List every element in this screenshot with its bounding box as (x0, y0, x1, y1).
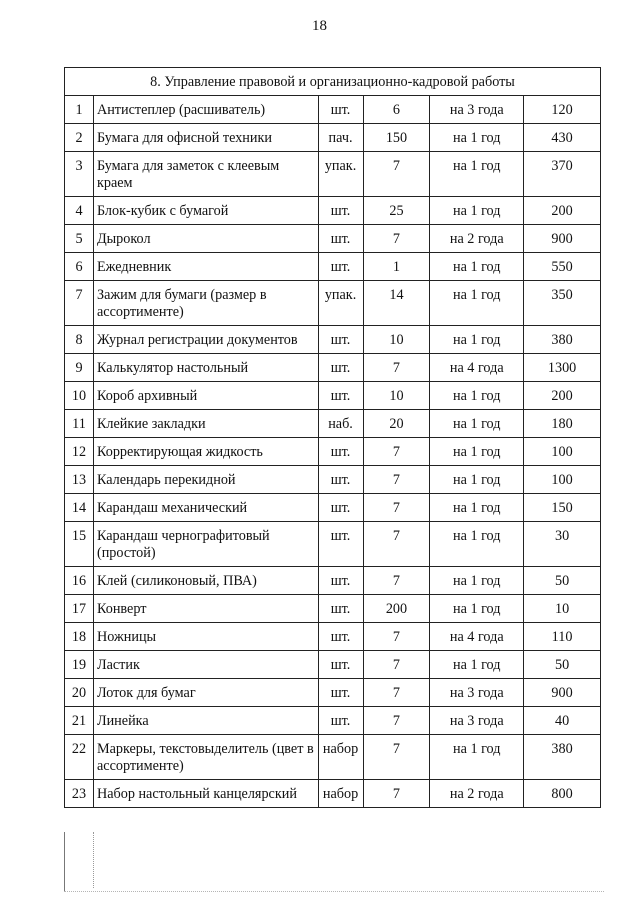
row-number: 7 (65, 281, 94, 326)
item-unit: набор (318, 735, 363, 780)
row-number: 2 (65, 124, 94, 152)
item-quantity: 10 (363, 326, 430, 354)
item-period: на 1 год (430, 152, 524, 197)
item-unit: шт. (318, 651, 363, 679)
table-row (65, 326, 601, 354)
item-unit: шт. (318, 679, 363, 707)
item-name: Бумага для заметок с клеевым краем (93, 152, 318, 197)
row-number: 12 (65, 438, 94, 466)
item-quantity: 14 (363, 281, 430, 326)
item-quantity: 7 (363, 567, 430, 595)
section-title: 8. Управление правовой и организационно-кадровой работы (65, 68, 601, 96)
table-row (65, 623, 601, 651)
row-number: 20 (65, 679, 94, 707)
item-price: 550 (524, 253, 601, 281)
item-period: на 2 года (430, 780, 524, 808)
table-body (65, 68, 601, 808)
table-row (65, 679, 601, 707)
row-number: 5 (65, 225, 94, 253)
row-number: 16 (65, 567, 94, 595)
item-name: Ластик (93, 651, 318, 679)
row-number: 13 (65, 466, 94, 494)
item-unit: шт. (318, 595, 363, 623)
item-quantity: 7 (363, 651, 430, 679)
item-period: на 1 год (430, 253, 524, 281)
item-quantity: 7 (363, 707, 430, 735)
section-header-row (65, 68, 601, 96)
item-quantity: 7 (363, 354, 430, 382)
item-price: 430 (524, 124, 601, 152)
item-period: на 1 год (430, 197, 524, 225)
item-period: на 1 год (430, 522, 524, 567)
item-name: Карандаш механический (93, 494, 318, 522)
row-number: 21 (65, 707, 94, 735)
row-number: 10 (65, 382, 94, 410)
item-name: Блок-кубик с бумагой (93, 197, 318, 225)
item-name: Клейкие закладки (93, 410, 318, 438)
item-period: на 3 года (430, 707, 524, 735)
table-row (65, 438, 601, 466)
item-period: на 1 год (430, 281, 524, 326)
table-row (65, 567, 601, 595)
item-unit: шт. (318, 707, 363, 735)
row-number: 14 (65, 494, 94, 522)
item-name: Карандаш чернографитовый (простой) (93, 522, 318, 567)
item-period: на 4 года (430, 354, 524, 382)
item-price: 150 (524, 494, 601, 522)
item-period: на 1 год (430, 124, 524, 152)
item-quantity: 7 (363, 466, 430, 494)
item-name: Клей (силиконовый, ПВА) (93, 567, 318, 595)
item-quantity: 200 (363, 595, 430, 623)
item-period: на 1 год (430, 326, 524, 354)
page-number: 18 (312, 18, 327, 34)
item-name: Маркеры, текстовыделитель (цвет в ассортименте) (93, 735, 318, 780)
item-price: 800 (524, 780, 601, 808)
item-unit: шт. (318, 623, 363, 651)
item-quantity: 7 (363, 225, 430, 253)
item-name: Короб архивный (93, 382, 318, 410)
table-row (65, 197, 601, 225)
item-name: Корректирующая жидкость (93, 438, 318, 466)
item-price: 180 (524, 410, 601, 438)
item-price: 120 (524, 96, 601, 124)
table-row (65, 152, 601, 197)
table-row (65, 595, 601, 623)
row-number: 11 (65, 410, 94, 438)
item-name: Дырокол (93, 225, 318, 253)
item-unit: шт. (318, 225, 363, 253)
item-period: на 3 года (430, 96, 524, 124)
item-price: 1300 (524, 354, 601, 382)
item-price: 100 (524, 438, 601, 466)
item-unit: шт. (318, 567, 363, 595)
item-period: на 1 год (430, 466, 524, 494)
item-unit: шт. (318, 522, 363, 567)
row-number: 19 (65, 651, 94, 679)
item-name: Антистеплер (расшиватель) (93, 96, 318, 124)
item-unit: упак. (318, 281, 363, 326)
table-row (65, 354, 601, 382)
item-price: 380 (524, 735, 601, 780)
item-unit: упак. (318, 152, 363, 197)
item-quantity: 7 (363, 780, 430, 808)
item-price: 50 (524, 567, 601, 595)
item-price: 30 (524, 522, 601, 567)
row-number: 4 (65, 197, 94, 225)
item-price: 900 (524, 225, 601, 253)
item-price: 50 (524, 651, 601, 679)
item-unit: шт. (318, 96, 363, 124)
item-price: 370 (524, 152, 601, 197)
item-period: на 3 года (430, 679, 524, 707)
item-price: 200 (524, 382, 601, 410)
item-period: на 2 года (430, 225, 524, 253)
table-row (65, 466, 601, 494)
row-number: 9 (65, 354, 94, 382)
item-price: 110 (524, 623, 601, 651)
row-number: 17 (65, 595, 94, 623)
item-period: на 1 год (430, 494, 524, 522)
item-unit: пач. (318, 124, 363, 152)
item-quantity: 7 (363, 152, 430, 197)
table-row (65, 522, 601, 567)
item-period: на 4 года (430, 623, 524, 651)
item-unit: наб. (318, 410, 363, 438)
item-unit: шт. (318, 466, 363, 494)
item-name: Бумага для офисной техники (93, 124, 318, 152)
table-row (65, 735, 601, 780)
table-row (65, 281, 601, 326)
row-number: 18 (65, 623, 94, 651)
item-quantity: 7 (363, 623, 430, 651)
item-period: на 1 год (430, 438, 524, 466)
row-number: 23 (65, 780, 94, 808)
item-quantity: 20 (363, 410, 430, 438)
item-unit: шт. (318, 253, 363, 281)
table-row (65, 410, 601, 438)
item-name: Калькулятор настольный (93, 354, 318, 382)
item-name: Ежедневник (93, 253, 318, 281)
item-quantity: 1 (363, 253, 430, 281)
row-number: 22 (65, 735, 94, 780)
item-unit: шт. (318, 382, 363, 410)
item-price: 380 (524, 326, 601, 354)
item-name: Календарь перекидной (93, 466, 318, 494)
table-continuation-line-inner (93, 832, 94, 888)
item-period: на 1 год (430, 410, 524, 438)
item-price: 100 (524, 466, 601, 494)
row-number: 3 (65, 152, 94, 197)
item-unit: набор (318, 780, 363, 808)
item-unit: шт. (318, 354, 363, 382)
item-unit: шт. (318, 197, 363, 225)
item-name: Журнал регистрации документов (93, 326, 318, 354)
table-row (65, 494, 601, 522)
item-period: на 1 год (430, 651, 524, 679)
table-row (65, 707, 601, 735)
item-name: Линейка (93, 707, 318, 735)
item-quantity: 10 (363, 382, 430, 410)
item-price: 10 (524, 595, 601, 623)
table-row (65, 382, 601, 410)
item-price: 200 (524, 197, 601, 225)
item-period: на 1 год (430, 595, 524, 623)
row-number: 6 (65, 253, 94, 281)
row-number: 15 (65, 522, 94, 567)
table-row (65, 651, 601, 679)
item-price: 900 (524, 679, 601, 707)
item-name: Ножницы (93, 623, 318, 651)
item-quantity: 6 (363, 96, 430, 124)
table-row (65, 780, 601, 808)
item-quantity: 25 (363, 197, 430, 225)
item-quantity: 7 (363, 522, 430, 567)
item-period: на 1 год (430, 382, 524, 410)
item-price: 40 (524, 707, 601, 735)
table-continuation-line (64, 832, 65, 892)
table-row (65, 124, 601, 152)
row-number: 8 (65, 326, 94, 354)
item-name: Лоток для бумаг (93, 679, 318, 707)
item-unit: шт. (318, 326, 363, 354)
item-quantity: 7 (363, 438, 430, 466)
item-price: 350 (524, 281, 601, 326)
item-period: на 1 год (430, 735, 524, 780)
item-quantity: 7 (363, 494, 430, 522)
item-name: Набор настольный канцелярский (93, 780, 318, 808)
item-unit: шт. (318, 494, 363, 522)
item-quantity: 7 (363, 679, 430, 707)
page-bottom-edge (64, 891, 604, 892)
item-quantity: 150 (363, 124, 430, 152)
row-number: 1 (65, 96, 94, 124)
item-name: Зажим для бумаги (размер в ассортименте) (93, 281, 318, 326)
table-row (65, 225, 601, 253)
supplies-table (64, 67, 601, 808)
item-name: Конверт (93, 595, 318, 623)
item-period: на 1 год (430, 567, 524, 595)
table-row (65, 96, 601, 124)
table-row (65, 253, 601, 281)
item-quantity: 7 (363, 735, 430, 780)
item-unit: шт. (318, 438, 363, 466)
